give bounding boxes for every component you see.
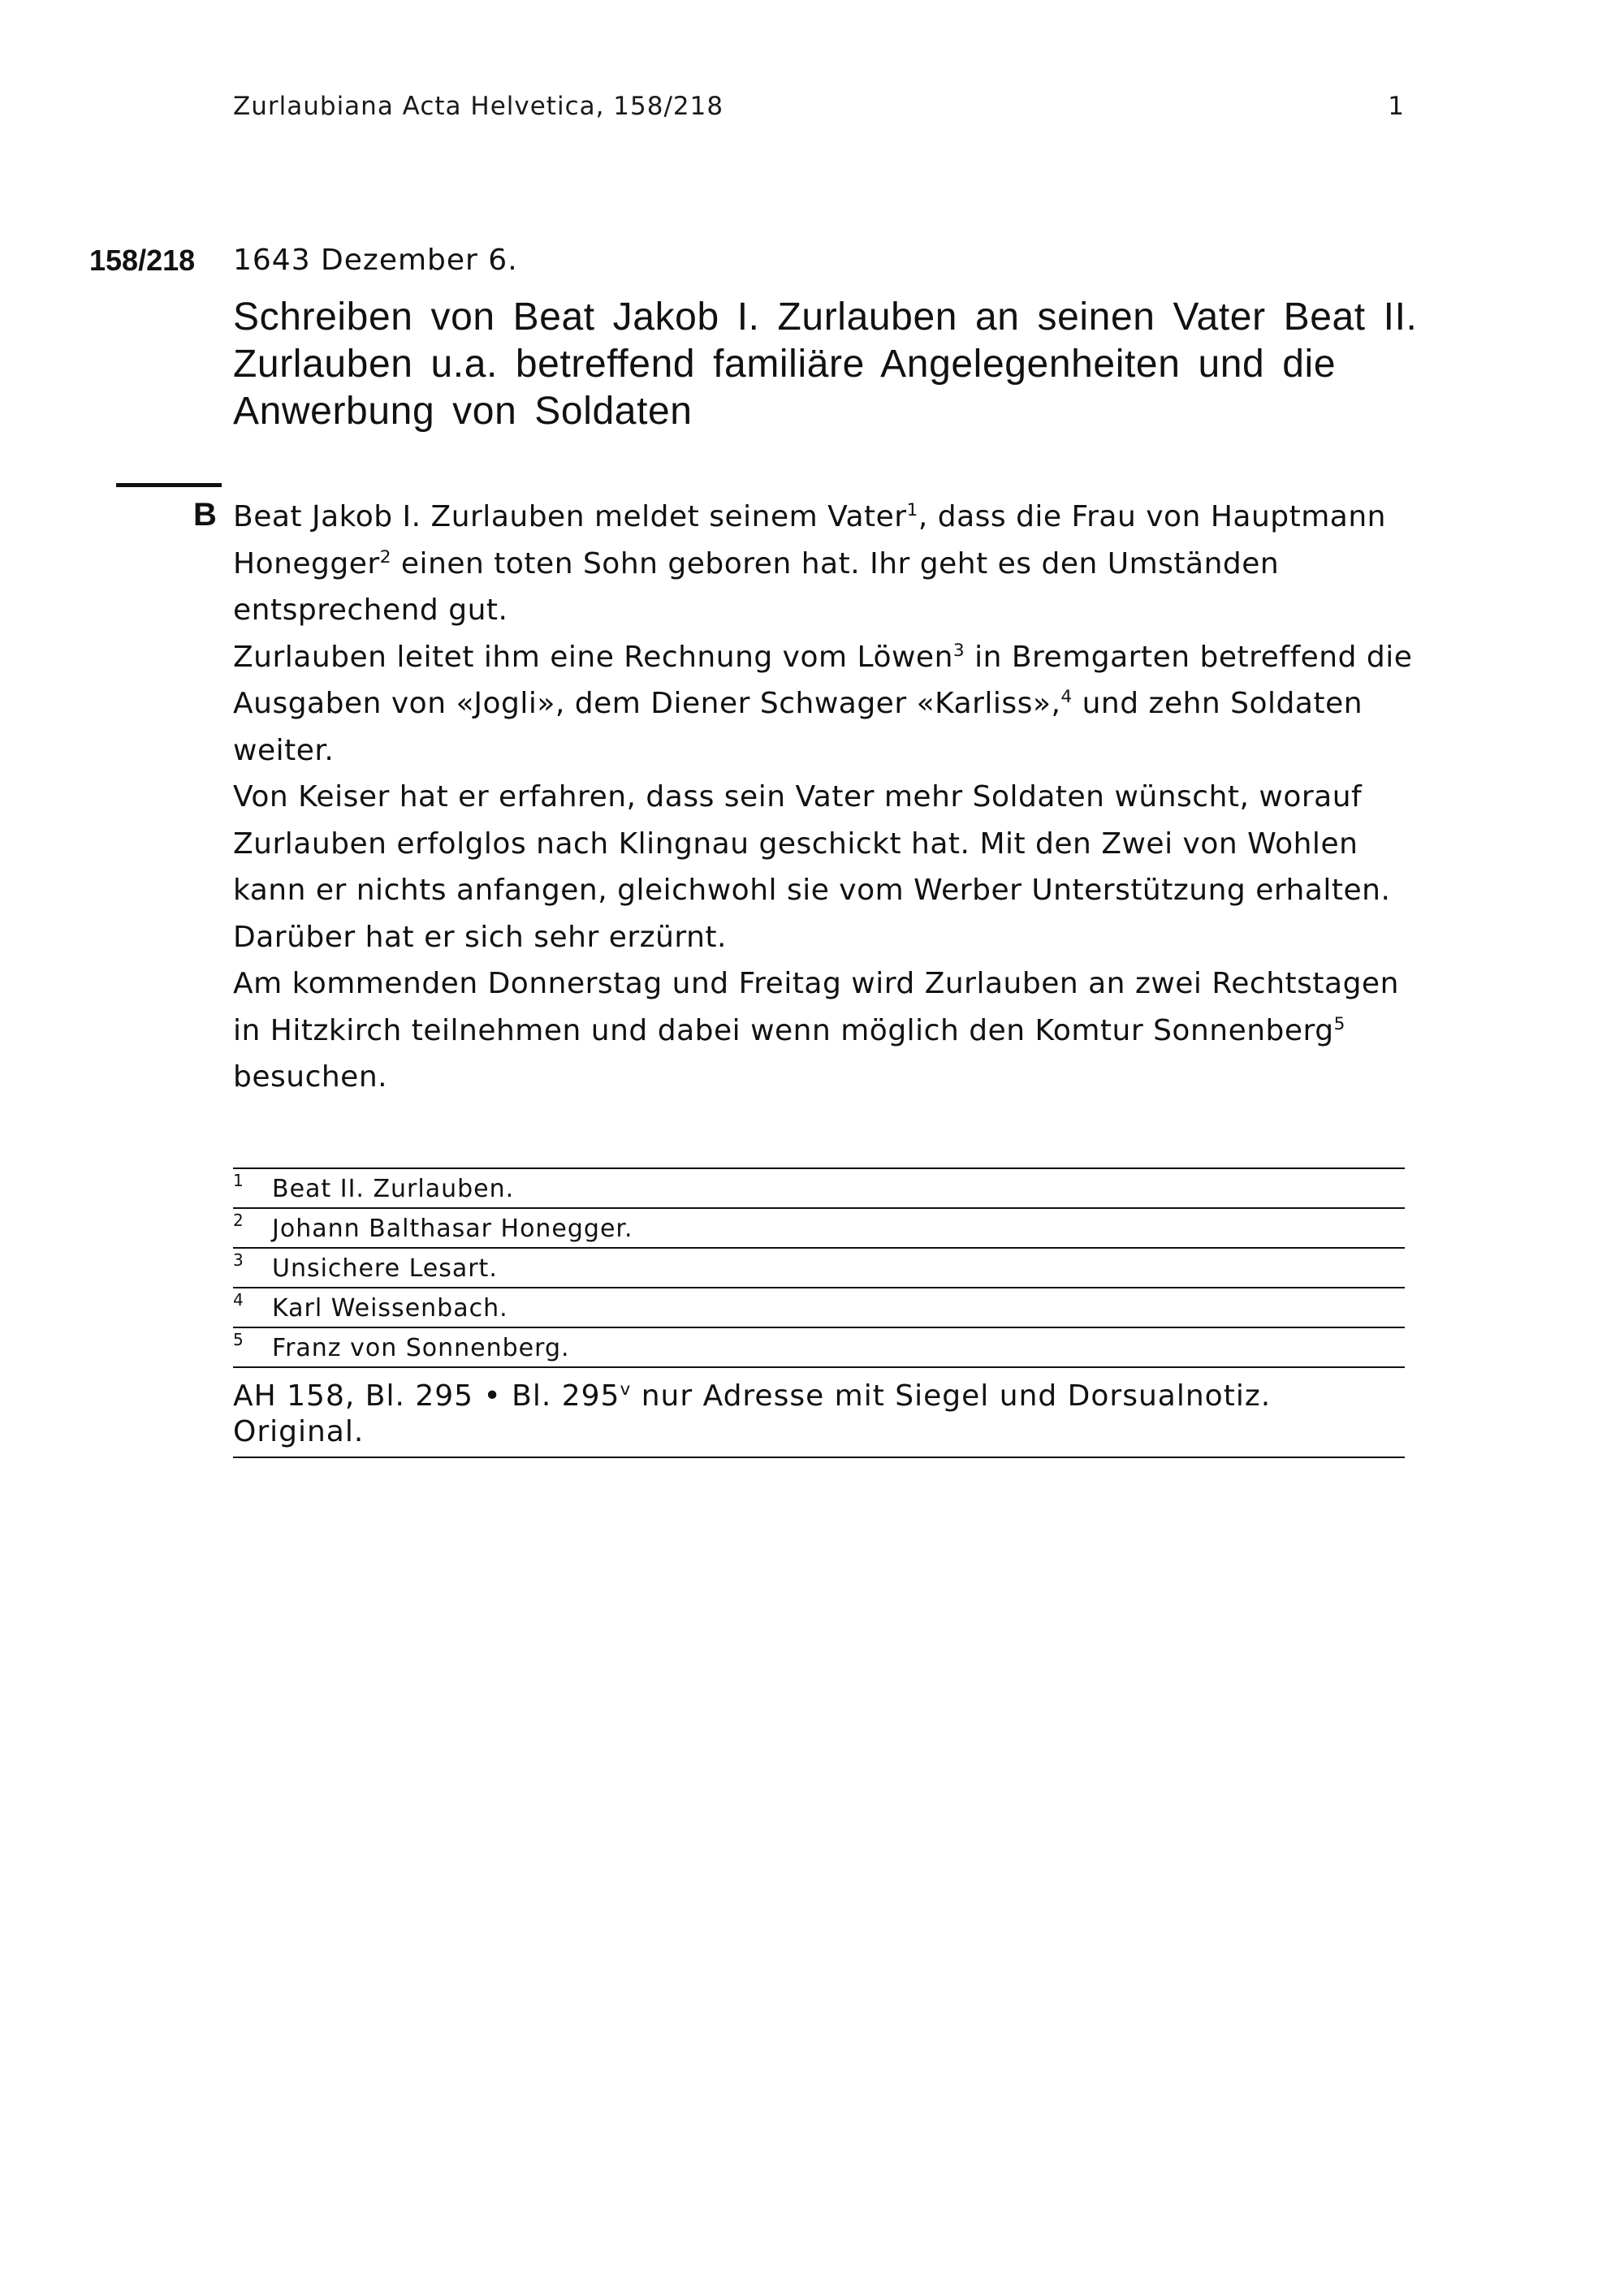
footnote-text: Unsichere Lesart.	[272, 1254, 498, 1283]
summary-text	[233, 494, 1419, 1101]
footnote-text: Franz von Sonnenberg.	[272, 1334, 570, 1362]
footnote-text: Beat II. Zurlauben.	[272, 1175, 515, 1203]
footnote-ref[interactable]: 5	[1333, 1013, 1345, 1034]
footnote-number: 1	[233, 1171, 244, 1190]
summary-line: Von Keiser hat er erfahren, dass sein Vater mehr Soldaten wünscht, worauf	[233, 780, 1363, 814]
summary-line: besuchen.	[233, 1060, 388, 1094]
title-line: Schreiben von Beat Jakob I. Zurlauben an seinen Vater Beat II.	[233, 296, 1418, 339]
footnote-number: 5	[233, 1330, 244, 1349]
document-title	[233, 294, 1418, 435]
page-header	[233, 92, 1405, 121]
source-line: AH 158, Bl. 295 • Bl. 295$^v$ nur Adresse mit Siegel und Dorsualnotiz.	[233, 1379, 1272, 1413]
running-title: Zurlaubiana Acta Helvetica, 158/218	[233, 92, 724, 121]
summary-line: entsprechend gut.	[233, 593, 508, 627]
title-line: Anwerbung von Soldaten	[233, 390, 693, 433]
source-line: Original.	[233, 1415, 365, 1448]
footnote-text: Karl Weissenbach.	[272, 1294, 508, 1323]
footnote-number: 2	[233, 1211, 244, 1230]
summary-line: weiter.	[233, 733, 335, 767]
footnote-number: 3	[233, 1250, 244, 1270]
page-number: 1	[1388, 92, 1405, 121]
footnote-ref[interactable]: 4	[1060, 687, 1073, 707]
footnote-item	[233, 1169, 1405, 1209]
summary-line: in Hitzkirch teilnehmen und dabei wenn möglich den Komtur Sonnenberg$^5$	[233, 1013, 1345, 1047]
document-number: 158/218	[89, 244, 196, 277]
footnote-ref[interactable]: 3	[952, 640, 965, 661]
document-date: 1643 Dezember 6.	[233, 244, 518, 277]
summary-line: kann er nichts anfangen, gleichwohl sie vom Werber Unterstützung erhalten.	[233, 874, 1391, 907]
footnote-ref[interactable]: 1	[906, 500, 918, 520]
title-line: Zurlauben u.a. betreffend familiäre Angelegenheiten und die	[233, 343, 1337, 386]
summary-line: Beat Jakob I. Zurlauben meldet seinem Vater$^1$, dass die Frau von Hauptmann	[233, 500, 1387, 533]
summary-line: Darüber hat er sich sehr erzürnt.	[233, 920, 727, 954]
section-marker: B	[193, 497, 217, 533]
footnote-item	[233, 1328, 1405, 1368]
summary-line: Zurlauben leitet ihm eine Rechnung vom Löwen$^3$ in Bremgarten betreffend die	[233, 640, 1413, 674]
summary-line: Honegger$^2$ einen toten Sohn geboren hat. Ihr geht es den Umständen	[233, 546, 1280, 580]
verso-mark: v	[620, 1379, 632, 1400]
footnote-item	[233, 1288, 1405, 1328]
section-rule	[116, 483, 222, 487]
summary-line: Ausgaben von «Jogli», dem Diener Schwager «Karliss»,$^4$ und zehn Soldaten	[233, 687, 1363, 720]
footnote-text: Johann Balthasar Honegger.	[272, 1215, 633, 1243]
source-note	[233, 1379, 1405, 1458]
footnote-item	[233, 1249, 1405, 1288]
summary-line: Am kommenden Donnerstag und Freitag wird Zurlauben an zwei Rechtstagen	[233, 967, 1399, 1000]
summary-line: Zurlauben erfolglos nach Klingnau geschickt hat. Mit den Zwei von Wohlen	[233, 826, 1358, 861]
footnotes	[233, 1167, 1405, 1368]
footnote-item	[233, 1209, 1405, 1249]
footnote-ref[interactable]: 2	[379, 546, 391, 568]
footnote-number: 4	[233, 1290, 244, 1310]
